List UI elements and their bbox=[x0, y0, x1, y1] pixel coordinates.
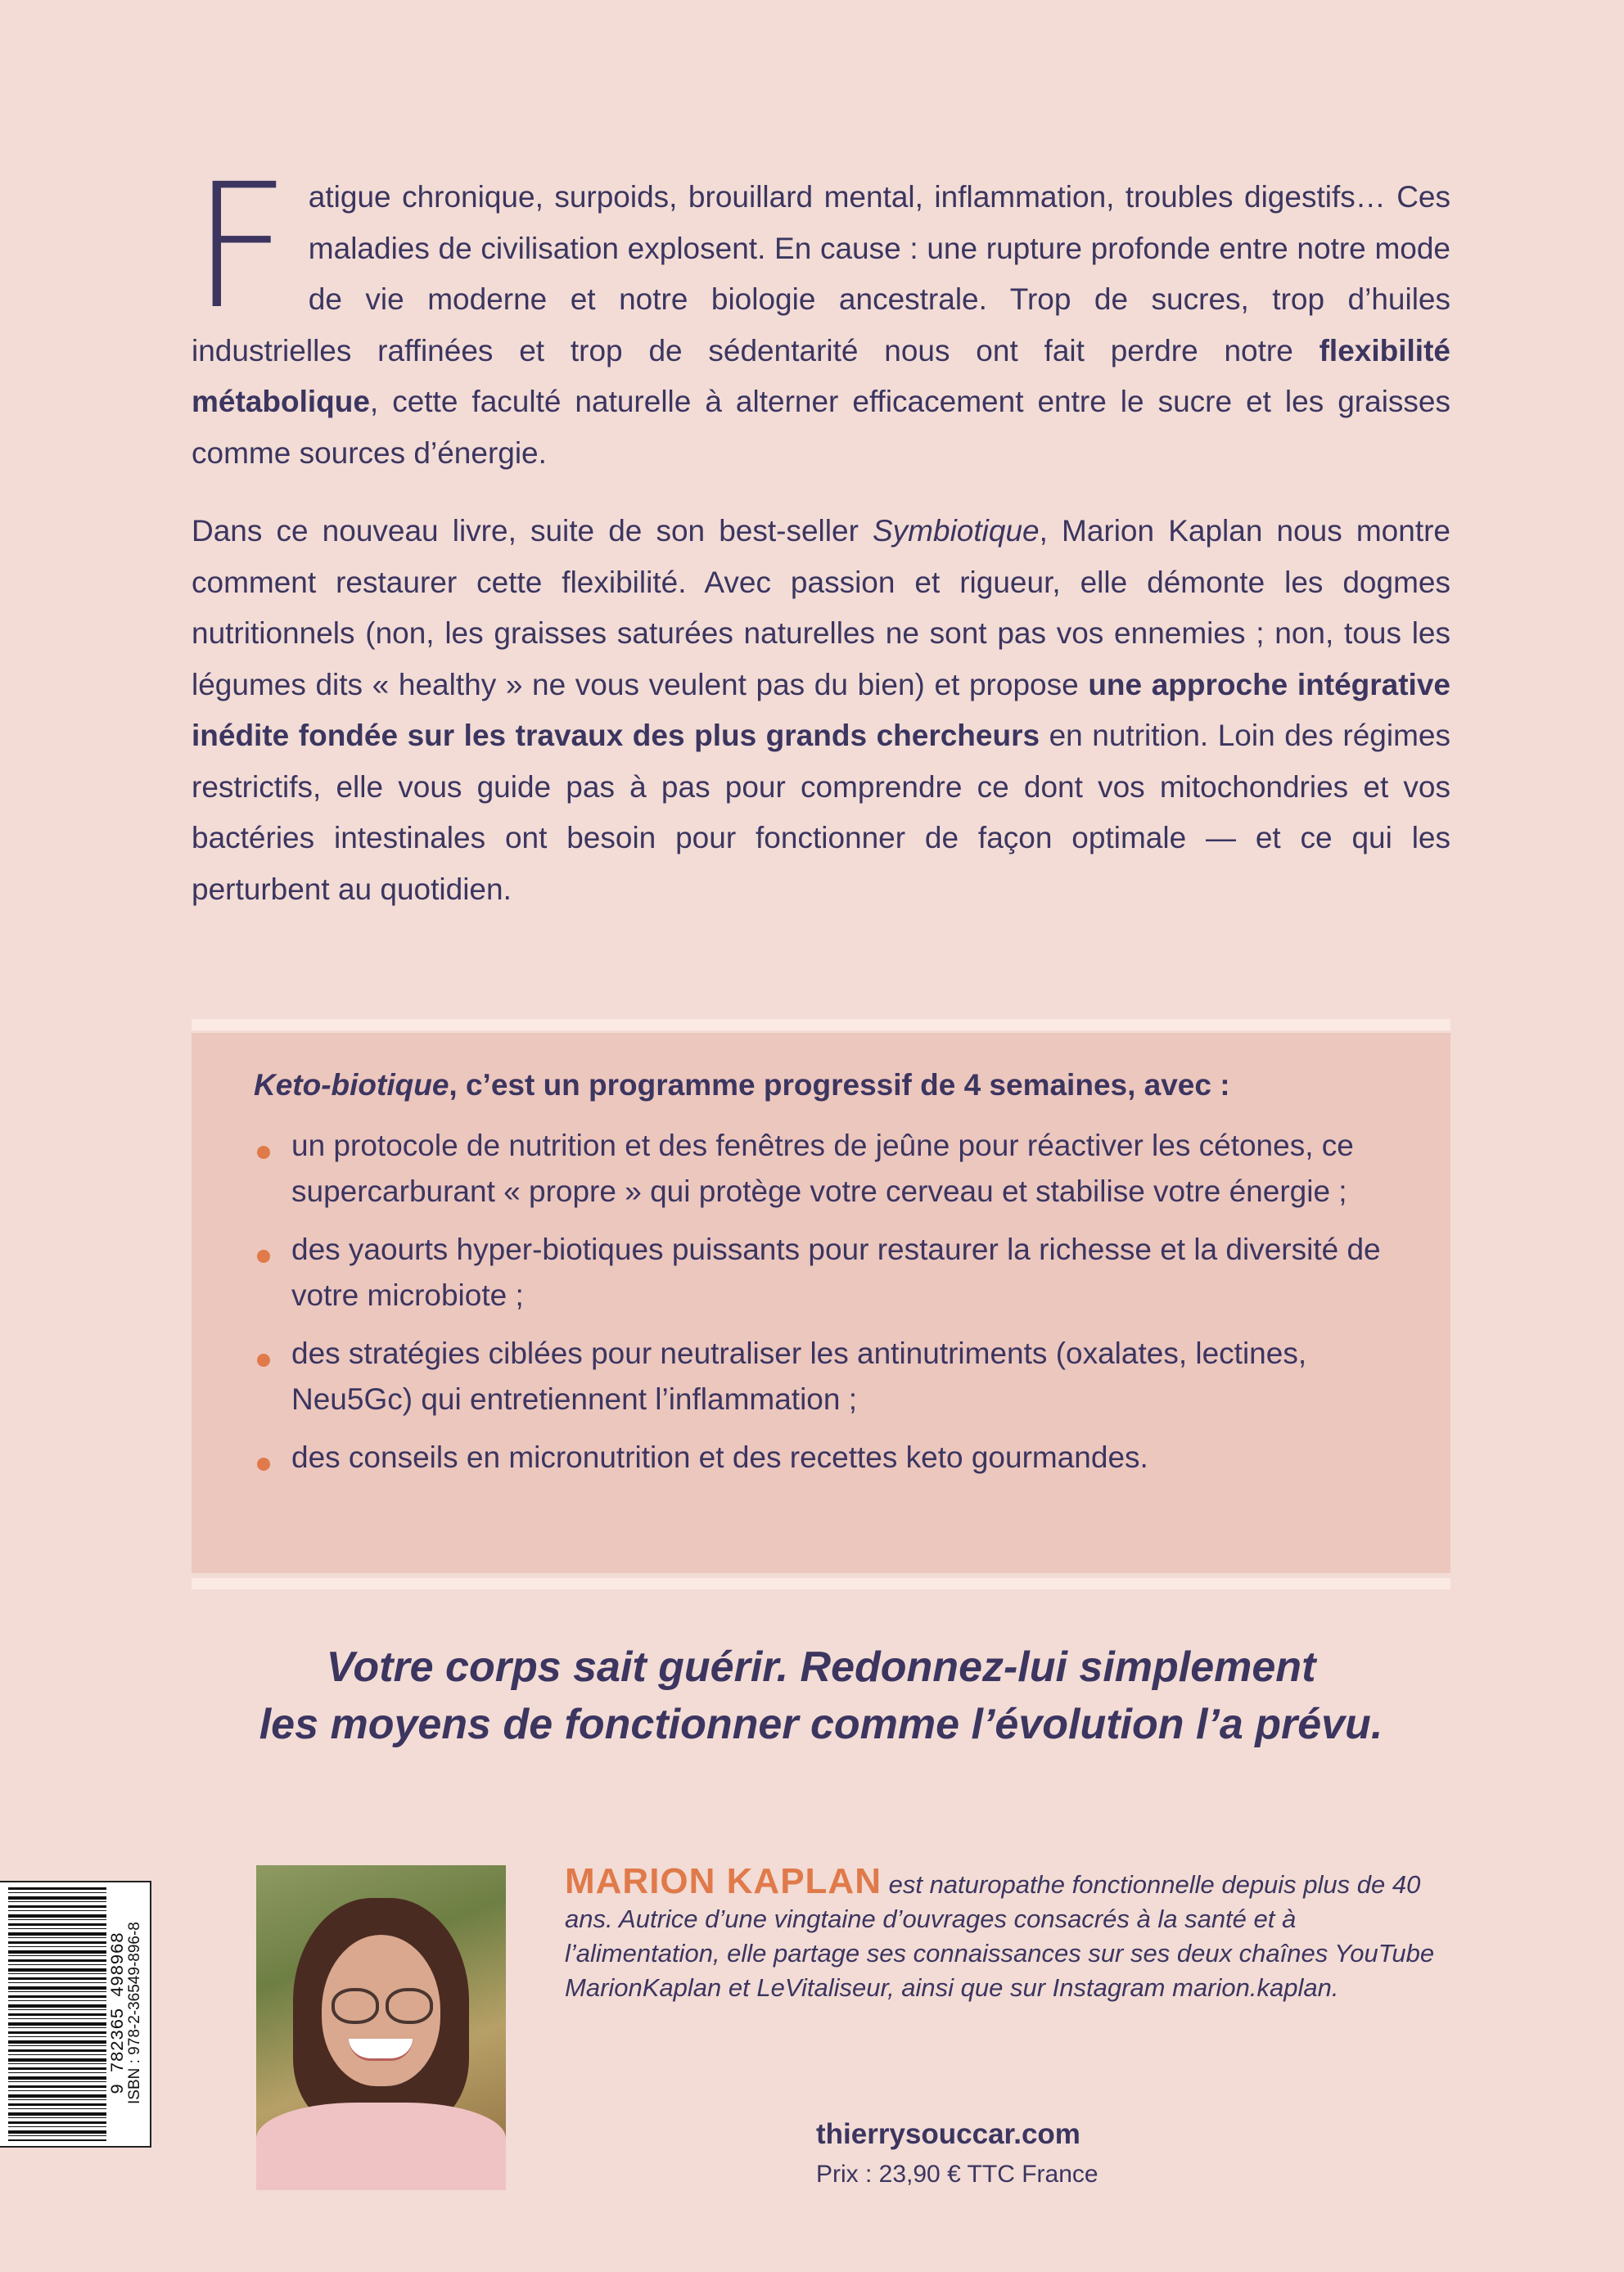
author-photo bbox=[256, 1865, 506, 2190]
publisher-website[interactable]: thierrysouccar.com bbox=[816, 2118, 1080, 2150]
program-title-rest: , c’est un programme progressif de 4 semaines, avec : bbox=[449, 1068, 1230, 1102]
intro-bold: flexibilité métabolique bbox=[192, 333, 1450, 418]
quote-line-2: les moyens de fonctionner comme l’évolution l’a prévu. bbox=[259, 1701, 1383, 1748]
author-name: MARION KAPLAN bbox=[565, 1861, 882, 1901]
bullet-icon bbox=[257, 1458, 270, 1471]
desc-text-c: en nutrition. Loin des régimes restrictifs, elle vous guide pas à pas pour comprendre ce dont vos mitochondries et vos bactéries intestinales ont besoin pour fonctionner de façon optimale — et ce qui les perturbent au quotidien. bbox=[192, 719, 1450, 906]
list-item: un protocole de nutrition et des fenêtres de jeûne pour réactiver les cétones, ce supercarburant « propre » qui protège votre cerveau et stabilise votre énergie ; bbox=[254, 1123, 1400, 1215]
desc-bold: une approche intégrative inédite fondée sur les travaux des plus grands chercheurs bbox=[192, 667, 1450, 752]
program-title-italic: Keto-biotique bbox=[254, 1068, 449, 1102]
desc-book-title: Symbiotique bbox=[873, 514, 1040, 548]
intro-text: atigue chronique, surpoids, brouillard mental, inflammation, troubles digestifs… Ces maladies de civilisation explosent. En cause : une rupture profonde entre notre mode de vie moderne et notre biologie ancestrale. Trop de sucres, trop d’huiles industrielles raffinées et trop de sédentarité nous ont fait perdre notre bbox=[192, 180, 1450, 367]
bullet-icon bbox=[257, 1146, 270, 1159]
quote-line-1: Votre corps sait guérir. Redonnez-lui simplement bbox=[326, 1643, 1316, 1691]
barcode-bars bbox=[8, 1887, 106, 2141]
bullet-icon bbox=[257, 1250, 270, 1263]
bullet-icon bbox=[257, 1354, 270, 1367]
barcode-number: 9 782365 498968 bbox=[108, 1932, 129, 2095]
intro-paragraph bbox=[192, 147, 1450, 479]
intro-text-end: , cette faculté naturelle à alterner efficacement entre le sucre et les graisses comme sources d’énergie. bbox=[192, 385, 1450, 470]
author-bio bbox=[565, 1861, 1457, 2005]
price-label: Prix : 23,90 € TTC France bbox=[816, 2161, 1098, 2188]
tagline-quote bbox=[192, 1639, 1450, 1753]
list-item: des stratégies ciblées pour neutraliser les antinutriments (oxalates, lectines, Neu5Gc) qui entretiennent l’inflammation ; bbox=[254, 1331, 1400, 1422]
author-bio-text: est naturopathe fonctionnelle depuis plus de 40 ans. Autrice d’une vingtaine d’ouvrages consacrés à la santé et à l’alimentation, elle partage ses connaissances sur ses deux chaînes YouTube MarionKaplan et LeVitaliseur, ainsi que sur Instagram marion.kaplan. bbox=[565, 1870, 1435, 2002]
description-paragraph bbox=[192, 506, 1450, 915]
program-title bbox=[254, 1068, 1230, 1102]
program-list bbox=[254, 1123, 1400, 1493]
isbn-label: ISBN : 978-2-36549-896-8 bbox=[126, 1922, 143, 2105]
desc-text-a: Dans ce nouveau livre, suite de son best-seller bbox=[192, 514, 873, 548]
desc-text-b: , Marion Kaplan nous montre comment restaurer cette flexibilité. Avec passion et rigueur, elle démonte les dogmes nutritionnels (non, les graisses saturées naturelles ne sont pas vos ennemies ; non, tous les légumes dits « healthy » ne vous veulent pas du bien) et propose bbox=[192, 514, 1450, 701]
list-item: des yaourts hyper-biotiques puissants pour restaurer la richesse et la diversité de votre microbiote ; bbox=[254, 1227, 1400, 1319]
barcode bbox=[0, 1881, 151, 2148]
list-item: des conseils en micronutrition et des recettes keto gourmandes. bbox=[254, 1435, 1400, 1481]
drop-cap: F bbox=[192, 147, 291, 347]
